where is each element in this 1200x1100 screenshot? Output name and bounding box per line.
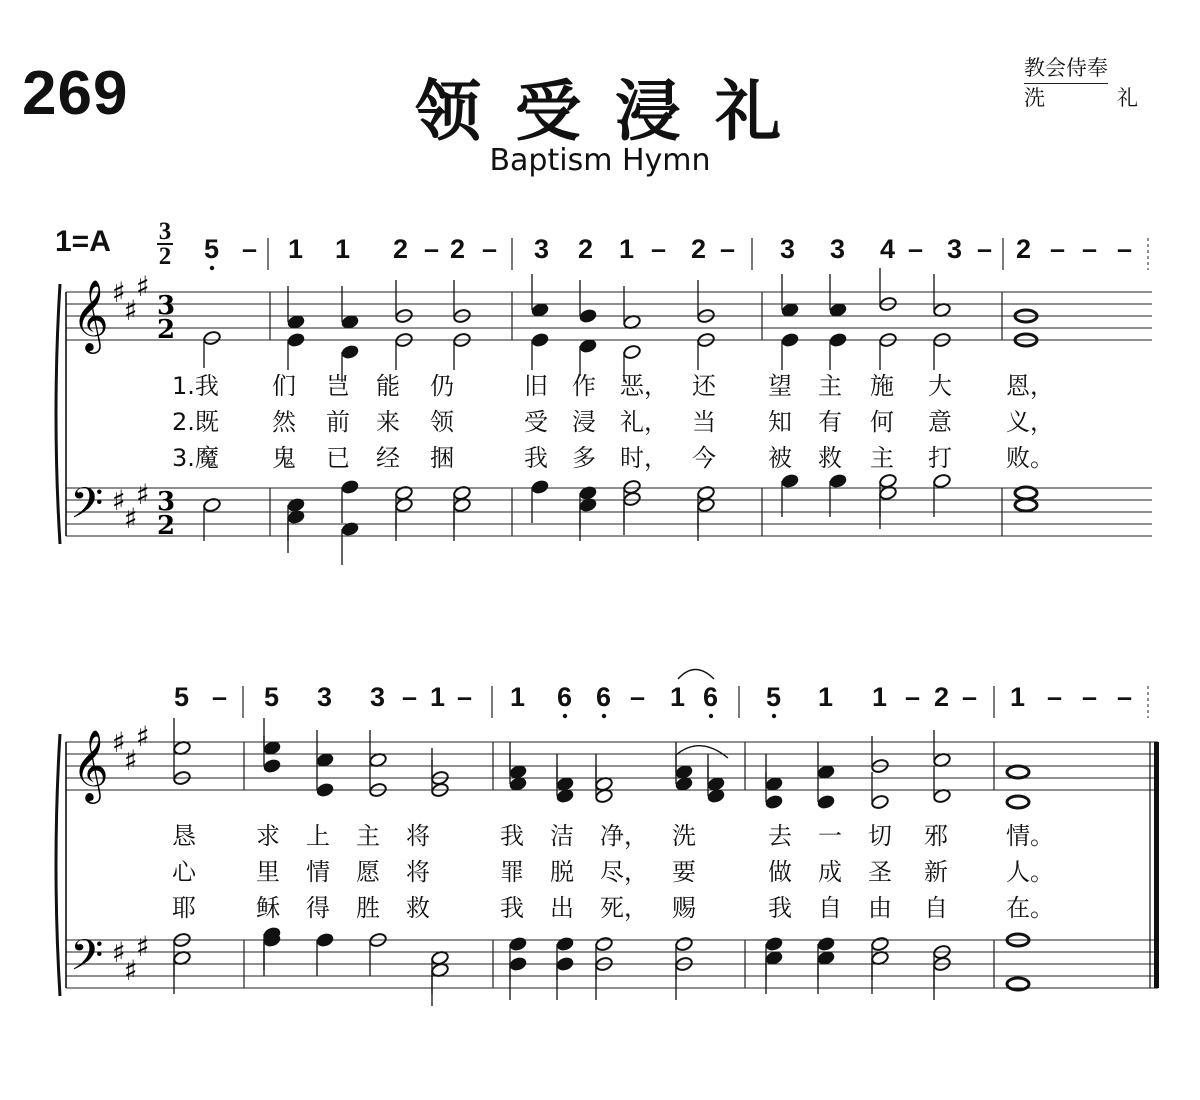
- sharp-sign: ♯: [112, 484, 126, 517]
- jianpu-note: 6: [703, 682, 719, 712]
- lyric-syllable: 要: [672, 858, 696, 886]
- quarter-note-head: [829, 332, 848, 348]
- sharp-sign: ♯: [136, 270, 150, 303]
- lyric-syllable: 去: [768, 822, 792, 850]
- lyric-syllable: 然: [272, 408, 296, 436]
- lyric-syllable: 我: [500, 894, 524, 922]
- lyric-syllable: 仍: [430, 372, 454, 400]
- jianpu-note: 1: [670, 682, 686, 712]
- jianpu-dash: –: [962, 682, 978, 712]
- quarter-note-head: [556, 956, 575, 972]
- sharp-sign: ♯: [124, 294, 138, 327]
- jianpu-dash: –: [242, 234, 258, 264]
- lyric-syllable: 作: [572, 372, 596, 400]
- time-sig-denominator: 2: [157, 511, 176, 541]
- lyric-syllable: 做: [768, 858, 792, 886]
- half-note-head: [203, 330, 222, 346]
- lyric-syllable: 岂: [326, 372, 350, 400]
- lyric-syllable: 还: [692, 372, 716, 400]
- lyric-syllable: 打: [928, 444, 952, 472]
- jianpu-note: 1: [510, 682, 526, 712]
- sharp-sign: ♯: [112, 276, 126, 309]
- hymn-subtitle: Baptism Hymn: [489, 143, 711, 178]
- jianpu-note: 1: [430, 682, 446, 712]
- quarter-note-head: [287, 332, 306, 348]
- hymn-title: 领受浸礼: [415, 72, 815, 150]
- lyric-syllable: 被: [768, 444, 792, 472]
- quarter-note-head: [287, 509, 306, 525]
- half-note-head: [453, 497, 472, 513]
- jianpu-dash: –: [212, 682, 228, 712]
- lyric-syllable: 礼，: [620, 408, 668, 436]
- lyric-syllable: 邪: [924, 822, 948, 850]
- jianpu-note: 3: [947, 234, 963, 264]
- jianpu-note: 5: [264, 682, 280, 712]
- jianpu-note: 1: [619, 234, 635, 264]
- jianpu-low-dot: [772, 714, 776, 718]
- quarter-note-head: [509, 956, 528, 972]
- jianpu-note: 1: [335, 234, 351, 264]
- lyric-syllable: 知: [768, 408, 792, 436]
- jianpu-note: 3: [317, 682, 333, 712]
- lyric-syllable: 新: [924, 858, 948, 886]
- lyric-syllable: 1.我: [172, 372, 219, 400]
- final-barline-thick: [1154, 742, 1159, 988]
- quarter-note-head: [341, 521, 360, 537]
- jianpu-dash: –: [1082, 682, 1098, 712]
- bass-clef: 𝄢: [70, 479, 104, 539]
- sharp-sign: ♯: [136, 720, 150, 753]
- half-note-head: [871, 936, 890, 952]
- staff-slur: [676, 746, 728, 758]
- lyric-syllable: 洗: [672, 822, 696, 850]
- jianpu-note: 1: [1010, 682, 1026, 712]
- lyric-syllable: 能: [376, 372, 400, 400]
- quarter-note-head: [341, 344, 360, 360]
- lyric-syllable: 救: [406, 894, 430, 922]
- jianpu-slur: [678, 670, 714, 680]
- time-denominator: 2: [158, 243, 172, 270]
- lyric-syllable: 主: [356, 822, 380, 850]
- lyric-syllable: 恩，: [1006, 372, 1054, 400]
- whole-note-head: [1015, 499, 1037, 511]
- treble-clef: 𝄞: [72, 728, 109, 801]
- jianpu-note: 5: [174, 682, 190, 712]
- lyric-syllable: 们: [272, 372, 296, 400]
- lyric-syllable: 情: [306, 858, 330, 886]
- jianpu-note: 6: [596, 682, 612, 712]
- lyric-syllable: 出: [550, 894, 574, 922]
- lyric-syllable: 圣: [868, 858, 892, 886]
- jianpu-note: 2: [691, 234, 707, 264]
- lyric-syllable: 心: [172, 858, 196, 886]
- lyric-syllable: 我: [524, 444, 548, 472]
- lyric-syllable: 上: [306, 822, 330, 850]
- time-sig-numerator: 3: [157, 487, 176, 517]
- lyric-syllable: 义，: [1006, 408, 1054, 436]
- key-signature: 1=A: [55, 225, 111, 258]
- quarter-note-head: [531, 332, 550, 348]
- half-note-head: [879, 485, 898, 501]
- lyric-syllable: 败。: [1006, 444, 1054, 472]
- jianpu-note: 3: [780, 234, 796, 264]
- lyric-syllable: 净，: [600, 822, 648, 850]
- jianpu-low-dot: [709, 714, 713, 718]
- jianpu-dash: –: [630, 682, 646, 712]
- lyric-syllable: 有: [818, 408, 842, 436]
- lyric-syllable: 求: [256, 822, 280, 850]
- sharp-sign: ♯: [136, 930, 150, 963]
- jianpu-dash: –: [1050, 234, 1066, 264]
- half-note-head: [697, 497, 716, 513]
- jianpu-note: 1: [818, 682, 834, 712]
- jianpu-dash: –: [1117, 234, 1133, 264]
- lyric-syllable: 自: [818, 894, 842, 922]
- jianpu-dash: –: [457, 682, 473, 712]
- jianpu-note: 2: [450, 234, 466, 264]
- lyric-syllable: 一: [818, 822, 842, 850]
- jianpu-dash: –: [651, 234, 667, 264]
- jianpu-note: 6: [557, 682, 573, 712]
- lyric-syllable: 里: [256, 858, 280, 886]
- quarter-note-head: [579, 497, 598, 513]
- quarter-note-head: [556, 936, 575, 952]
- lyric-syllable: 何: [870, 408, 894, 436]
- quarter-note-head: [287, 497, 306, 513]
- lyric-syllable: 稣: [256, 894, 280, 922]
- quarter-note-head: [829, 473, 848, 489]
- quarter-note-head: [579, 485, 598, 501]
- jianpu-note: 3: [830, 234, 846, 264]
- lyric-syllable: 当: [692, 408, 716, 436]
- lyric-syllable: 将: [406, 822, 430, 850]
- jianpu-dash: –: [482, 234, 498, 264]
- sharp-sign: ♯: [124, 502, 138, 535]
- lyric-syllable: 脱: [550, 858, 574, 886]
- system-1-brace: [56, 284, 60, 544]
- quarter-note-head: [817, 794, 836, 810]
- lyric-syllable: 领: [430, 408, 454, 436]
- lyric-syllable: 望: [768, 372, 792, 400]
- lyric-syllable: 旧: [524, 372, 548, 400]
- time-sig-denominator: 2: [157, 315, 176, 345]
- quarter-note-head: [817, 936, 836, 952]
- lyric-syllable: 成: [818, 858, 842, 886]
- lyric-syllable: 胜: [356, 894, 380, 922]
- lyric-syllable: 切: [868, 822, 892, 850]
- lyric-syllable: 恶，: [620, 372, 668, 400]
- quarter-note-head: [509, 936, 528, 952]
- jianpu-low-dot: [210, 266, 214, 270]
- jianpu-dash: –: [1082, 234, 1098, 264]
- treble-clef: 𝄞: [72, 278, 109, 351]
- subcategory-char-1: 洗: [1024, 86, 1045, 110]
- lyric-syllable: 意: [928, 408, 952, 436]
- sharp-sign: ♯: [136, 478, 150, 511]
- quarter-note-head: [579, 308, 598, 324]
- lyric-syllable: 2.既: [172, 408, 219, 436]
- lyric-syllable: 人。: [1006, 858, 1054, 886]
- jianpu-note: 2: [934, 682, 950, 712]
- subcategory-char-2: 礼: [1117, 86, 1138, 110]
- whole-note-head: [1015, 487, 1037, 499]
- lyric-syllable: 大: [928, 372, 952, 400]
- jianpu-low-dot: [602, 714, 606, 718]
- lyric-syllable: 死，: [600, 894, 648, 922]
- lyric-syllable: 施: [870, 372, 894, 400]
- lyric-syllable: 罪: [500, 858, 524, 886]
- lyric-syllable: 主: [818, 372, 842, 400]
- half-note-head: [623, 344, 642, 360]
- quarter-note-head: [781, 473, 800, 489]
- lyric-syllable: 鬼: [272, 444, 296, 472]
- lyric-syllable: 赐: [672, 894, 696, 922]
- lyric-syllable: 前: [326, 408, 350, 436]
- time-sig-numerator: 3: [157, 291, 176, 321]
- lyric-syllable: 3.魔: [172, 444, 219, 472]
- lyric-syllable: 我: [768, 894, 792, 922]
- jianpu-note: 4: [880, 234, 896, 264]
- half-note-head: [595, 936, 614, 952]
- jianpu-note: 3: [370, 682, 386, 712]
- quarter-note-head: [341, 479, 360, 495]
- quarter-note-head: [316, 932, 335, 948]
- half-note-head: [203, 497, 222, 513]
- jianpu-dash: –: [424, 234, 440, 264]
- quarter-note-head: [765, 794, 784, 810]
- quarter-note-head: [531, 479, 550, 495]
- jianpu-note: 1: [288, 234, 304, 264]
- sharp-sign: ♯: [112, 726, 126, 759]
- half-note-head: [623, 491, 642, 507]
- sharp-sign: ♯: [124, 744, 138, 777]
- sharp-sign: ♯: [112, 936, 126, 969]
- bass-clef: 𝄢: [70, 931, 104, 991]
- lyric-syllable: 洁: [550, 822, 574, 850]
- jianpu-note: 1: [872, 682, 888, 712]
- jianpu-dash: –: [1047, 682, 1063, 712]
- jianpu-low-dot: [563, 714, 567, 718]
- lyric-syllable: 今: [692, 444, 716, 472]
- jianpu-note: 3: [534, 234, 550, 264]
- lyric-syllable: 愿: [356, 858, 380, 886]
- lyric-syllable: 捆: [430, 444, 454, 472]
- lyric-syllable: 尽，: [600, 858, 648, 886]
- jianpu-note: 5: [766, 682, 782, 712]
- jianpu-note: 5: [204, 234, 220, 264]
- jianpu-dash: –: [977, 234, 993, 264]
- time-numerator: 3: [158, 218, 172, 245]
- lyric-syllable: 经: [376, 444, 400, 472]
- half-note-head: [675, 936, 694, 952]
- lyric-syllable: 耶: [172, 894, 196, 922]
- half-note-head: [395, 497, 414, 513]
- jianpu-dash: –: [905, 682, 921, 712]
- sharp-sign: ♯: [124, 954, 138, 987]
- lyric-syllable: 将: [406, 858, 430, 886]
- lyric-syllable: 自: [924, 894, 948, 922]
- lyric-syllable: 受: [524, 408, 548, 436]
- hymn-number: 269: [22, 59, 129, 128]
- jianpu-note: 2: [1016, 234, 1032, 264]
- lyric-syllable: 恳: [172, 822, 196, 850]
- lyric-syllable: 得: [306, 894, 330, 922]
- lyric-syllable: 已: [326, 444, 350, 472]
- lyric-syllable: 时，: [620, 444, 668, 472]
- lyric-syllable: 来: [376, 408, 400, 436]
- lyric-syllable: 主: [870, 444, 894, 472]
- jianpu-dash: –: [402, 682, 418, 712]
- lyric-syllable: 浸: [572, 408, 596, 436]
- lyric-syllable: 我: [500, 822, 524, 850]
- whole-note-head: [1007, 766, 1029, 778]
- lyric-syllable: 情。: [1006, 822, 1054, 850]
- lyric-syllable: 救: [818, 444, 842, 472]
- half-note-head: [933, 473, 952, 489]
- half-note-head: [871, 794, 890, 810]
- system-2-brace: [56, 734, 60, 996]
- quarter-note-head: [781, 332, 800, 348]
- quarter-note-head: [263, 758, 282, 774]
- jianpu-dash: –: [720, 234, 736, 264]
- quarter-note-head: [765, 936, 784, 952]
- lyric-syllable: 在。: [1006, 894, 1054, 922]
- lyric-syllable: 多: [572, 444, 596, 472]
- jianpu-note: 2: [393, 234, 409, 264]
- jianpu-note: 2: [578, 234, 594, 264]
- whole-note-head: [1007, 796, 1029, 808]
- lyric-syllable: 由: [868, 894, 892, 922]
- jianpu-dash: –: [908, 234, 924, 264]
- jianpu-dash: –: [1117, 682, 1133, 712]
- quarter-note-head: [316, 782, 335, 798]
- category-text: 教会侍奉: [1024, 54, 1108, 84]
